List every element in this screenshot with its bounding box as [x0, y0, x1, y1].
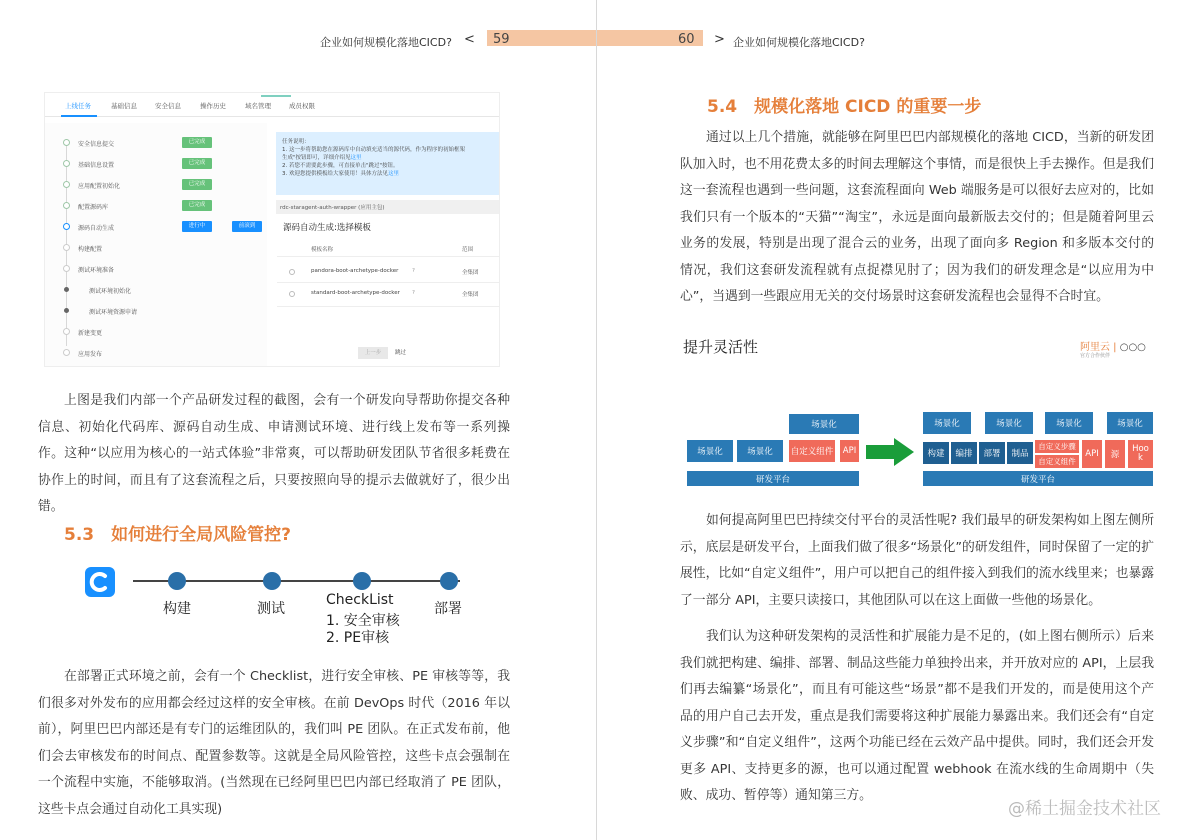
status-badge: 已完成	[182, 179, 212, 190]
left-page-number: 59	[493, 32, 510, 47]
column-header: 范围	[462, 247, 474, 253]
arch-right-top: 场景化	[923, 412, 971, 434]
step-label: 新建变更	[78, 330, 103, 337]
tab-release: 上线任务	[65, 102, 91, 110]
tab-security: 安全信息	[155, 102, 181, 110]
arch-right-base: 研发平台	[923, 471, 1153, 486]
step-pending-icon	[63, 244, 70, 251]
tab-basic: 基础信息	[111, 102, 137, 110]
step-active-icon	[63, 223, 70, 230]
tip-title: 任务说明：	[282, 139, 310, 145]
row-divider	[277, 256, 499, 257]
step-list	[45, 123, 267, 367]
arch-right-api: API	[1082, 440, 1102, 468]
arch-right-top: 场景化	[1045, 412, 1093, 434]
template-name: standard-boot-archetype-docker	[311, 290, 400, 296]
status-badge: 已完成	[182, 200, 212, 211]
template-radio[interactable]	[289, 269, 295, 275]
arch-right-hook: Hook	[1128, 440, 1153, 468]
pipeline-node-build	[168, 572, 186, 590]
step-label: 构建配置	[78, 246, 103, 253]
arch-left-api: API	[840, 440, 859, 462]
arch-left-block: 场景化	[737, 440, 783, 462]
step-pending-icon	[63, 328, 70, 335]
aliyun-sub: 官方合作伙伴	[1080, 353, 1111, 359]
left-header-title: 企业如何规模化落地CICD?	[320, 36, 452, 49]
prev-page-icon[interactable]: <	[464, 32, 475, 47]
tab-history: 操作历史	[200, 102, 226, 110]
step-label: 配置源码库	[78, 204, 109, 211]
tab-domain: 域名管理	[245, 102, 271, 110]
column-header: 模板名称	[311, 247, 334, 253]
substep-icon	[64, 308, 69, 313]
tip-line: 2. 若您不需要此步骤，可直接单击"跳过"按钮。	[282, 163, 399, 169]
status-badge: 已完成	[182, 158, 212, 169]
tab-accent	[261, 95, 291, 97]
section-5-4-title: 5.4 规模化落地 CICD 的重要一步	[707, 97, 982, 117]
arch-left-custom: 自定义组件	[789, 440, 835, 462]
arch-right-top: 场景化	[1105, 412, 1153, 434]
arch-right-block: 构建	[923, 442, 949, 464]
step-label: 测试环境资源申请	[89, 309, 138, 316]
step-label: 安全信息提交	[78, 141, 115, 148]
arch-right-source: 源	[1105, 440, 1125, 468]
left-paragraph-2: 在部署正式环境之前，会有一个 Checklist，进行安全审核、PE 审核等等，我们很多对外发布的应用都会经过这样的安全审核。在前 DevOps 时代（2016 年以前），阿里巴巴内部还是有专门的运维团队的，我们叫 PE 团队。在正式发布前，他们会去审核发布的时间点、配置参数等。这就是全局风险管控，这些卡点会强制在一个流程中实施，不能够取消。(当然现在已经阿里巴巴内部已经取消了 PE 团队，这些卡点会通过自动化工具实现)	[38, 669, 510, 817]
step-label: 应用配置初始化	[78, 183, 121, 190]
pipeline-label-deploy: 部署	[434, 601, 462, 617]
next-page-icon[interactable]: >	[714, 32, 725, 47]
tip-link[interactable]: 这里	[388, 171, 400, 177]
step-label: 测试环境准备	[78, 267, 115, 274]
pipeline-label-checklist: CheckList	[326, 592, 394, 608]
tab-members: 成员权限	[289, 102, 315, 110]
right-paragraph-3: 我们认为这种研发架构的灵活性和扩展能力是不足的，(如上图右侧所示）后来我们就把构建、编排、部署、制品这些能力单独拎出来，并开放对应的 API，上层我们再去编纂“场景化”，而且有可能这些“场景”都不是我们开发的，而是使用这个产品的用户自己去开发，重点是我们需要将这种扩展能力暴露出来。我们还会有“自定义步骤”和“自定义组件”，这两个功能已经在云效产品中提供。同时，我们还会开发更多 API、支持更多的源，也可以通过配置 webhook 在流水线的生命周期中（失败、成功、暂停等）通知第三方。	[680, 629, 1154, 803]
arch-right-block: 制品	[1007, 442, 1033, 464]
arrow-head-icon	[894, 438, 914, 466]
aliyun-logo: 阿里云 | ○○○	[1080, 342, 1146, 353]
arch-right-custom-comp: 自定义组件	[1035, 455, 1079, 468]
template-scope: 全集团	[462, 270, 479, 276]
pipeline-logo	[85, 567, 115, 597]
left-paragraph-1: 上图是我们内部一个产品研发过程的截图，会有一个研发向导帮助你提交各种信息、初始化代码库、源码自动生成、申请测试环境、进行线上发布等一系列操作。这种“以应用为核心的一站式体验”非常爽，可以帮助研发团队节省很多耗费在协作上的时间，而且有了这套流程之后，只要按照向导的提示去做就好了，很少出错。	[38, 393, 510, 514]
status-badge: 已完成	[182, 137, 212, 148]
row-divider	[277, 306, 499, 307]
task-tip	[276, 132, 499, 195]
right-page-number: 60	[678, 32, 695, 47]
step-pending-icon	[63, 265, 70, 272]
step-pending-icon	[63, 349, 70, 356]
active-tab-indicator	[61, 115, 97, 117]
step-done-icon	[63, 160, 70, 167]
olympic-rings-icon: ○○○	[1119, 342, 1146, 353]
status-badge: 进行中	[182, 221, 212, 232]
right-paragraph-2: 如何提高阿里巴巴持续交付平台的灵活性呢? 我们最早的研发架构如上图左侧所示，底层是研发平台，上面我们做了很多“场景化”的研发组件，同时保留了一定的扩展性，比如“自定义组件”，用户可以把自己的组件接入到我们的流水线里来；也暴露了一部分 API，主要只读接口，其他团队可以在这上面做一些他的场景化。	[680, 513, 1154, 608]
watermark: @稀土掘金技术社区	[1008, 799, 1161, 819]
template-radio[interactable]	[289, 291, 295, 297]
step-label: 基础信息设置	[78, 162, 115, 169]
template-scope: 全集团	[462, 292, 479, 298]
arch-right-block: 编排	[951, 442, 977, 464]
row-divider	[277, 282, 499, 283]
step-label: 测试环境初始化	[89, 288, 132, 295]
arch-right-top: 场景化	[985, 412, 1033, 434]
template-section-title: 源码自动生成:选择模板	[283, 223, 371, 233]
diagram-title: 提升灵活性	[683, 338, 759, 356]
step-done-icon	[63, 202, 70, 209]
pipeline-node-checklist	[353, 572, 371, 590]
arrow-icon	[866, 445, 894, 459]
arch-left-base: 研发平台	[687, 471, 859, 486]
step-done-icon	[63, 181, 70, 188]
product-screenshot	[44, 92, 500, 367]
pipeline-node-deploy	[440, 572, 458, 590]
tip-line: 3. 欢迎您提供模板给大家使用！具体方法见	[282, 171, 388, 177]
tip-line: 1. 这一步将帮助您在源码库中自动填充适当的源代码，作为程序的初始框架	[282, 147, 465, 153]
arch-right-custom-step: 自定义步骤	[1035, 440, 1079, 453]
help-icon[interactable]: ?	[412, 268, 415, 274]
help-icon[interactable]: ?	[412, 290, 415, 296]
arch-left-block: 场景化	[687, 440, 733, 462]
repo-name: rdc-staragent-auth-wrapper (应用主包)	[276, 200, 499, 214]
skip-button[interactable]: 跳过	[395, 350, 407, 356]
step-label: 应用发布	[78, 351, 103, 358]
checklist-item-pe: 2. PE审核	[326, 630, 390, 646]
rollback-button[interactable]: 前滚到	[232, 221, 262, 232]
pipeline-label-build: 构建	[163, 601, 191, 617]
c-logo-icon	[85, 567, 115, 597]
tip-line: 生成"按钮即可，详细介绍见	[282, 155, 351, 161]
pipeline-node-test	[263, 572, 281, 590]
right-paragraph-1: 通过以上几个措施，就能够在阿里巴巴内部规模化的落地 CICD，当新的研发团队加入时，也不用花费太多的时间去理解这个事情，而是很快上手去操作。但是我们这一套流程也遇到一些问题，这套流程面向 Web 端服务是可以很好去应对的，比如我们只有一个版本的“天猫”“淘宝”，永远是面向最新版去交付的；但是随着阿里云业务的发展，特别是出现了混合云的业务，出现了面向多 Region 和多版本交付的情况，我们这套研发流程就有点捉襟见肘了；因为我们的研发理念是“以应用为中心”，当遇到一些跟应用无关的交付场景时这套研发流程也会显得不合时宜。	[680, 130, 1154, 304]
step-done-icon	[63, 139, 70, 146]
substep-icon	[64, 287, 69, 292]
checklist-item-security: 1. 安全审核	[326, 613, 400, 629]
pipeline-label-test: 测试	[257, 601, 285, 617]
prev-step-button[interactable]: 上一步	[358, 347, 388, 359]
screenshot-tabs	[45, 93, 500, 117]
arch-right-block: 部署	[979, 442, 1005, 464]
page-divider	[596, 0, 597, 840]
tip-link[interactable]: 这里	[350, 155, 362, 161]
step-label: 源码自动生成	[78, 225, 115, 232]
aliyun-brand: 阿里云	[1080, 342, 1110, 353]
section-5-3-title: 5.3 如何进行全局风险管控?	[64, 525, 291, 545]
template-name: pandora-boot-archetype-docker	[311, 268, 399, 274]
arch-left-top: 场景化	[789, 414, 859, 434]
right-header-title: 企业如何规模化落地CICD?	[733, 36, 865, 49]
